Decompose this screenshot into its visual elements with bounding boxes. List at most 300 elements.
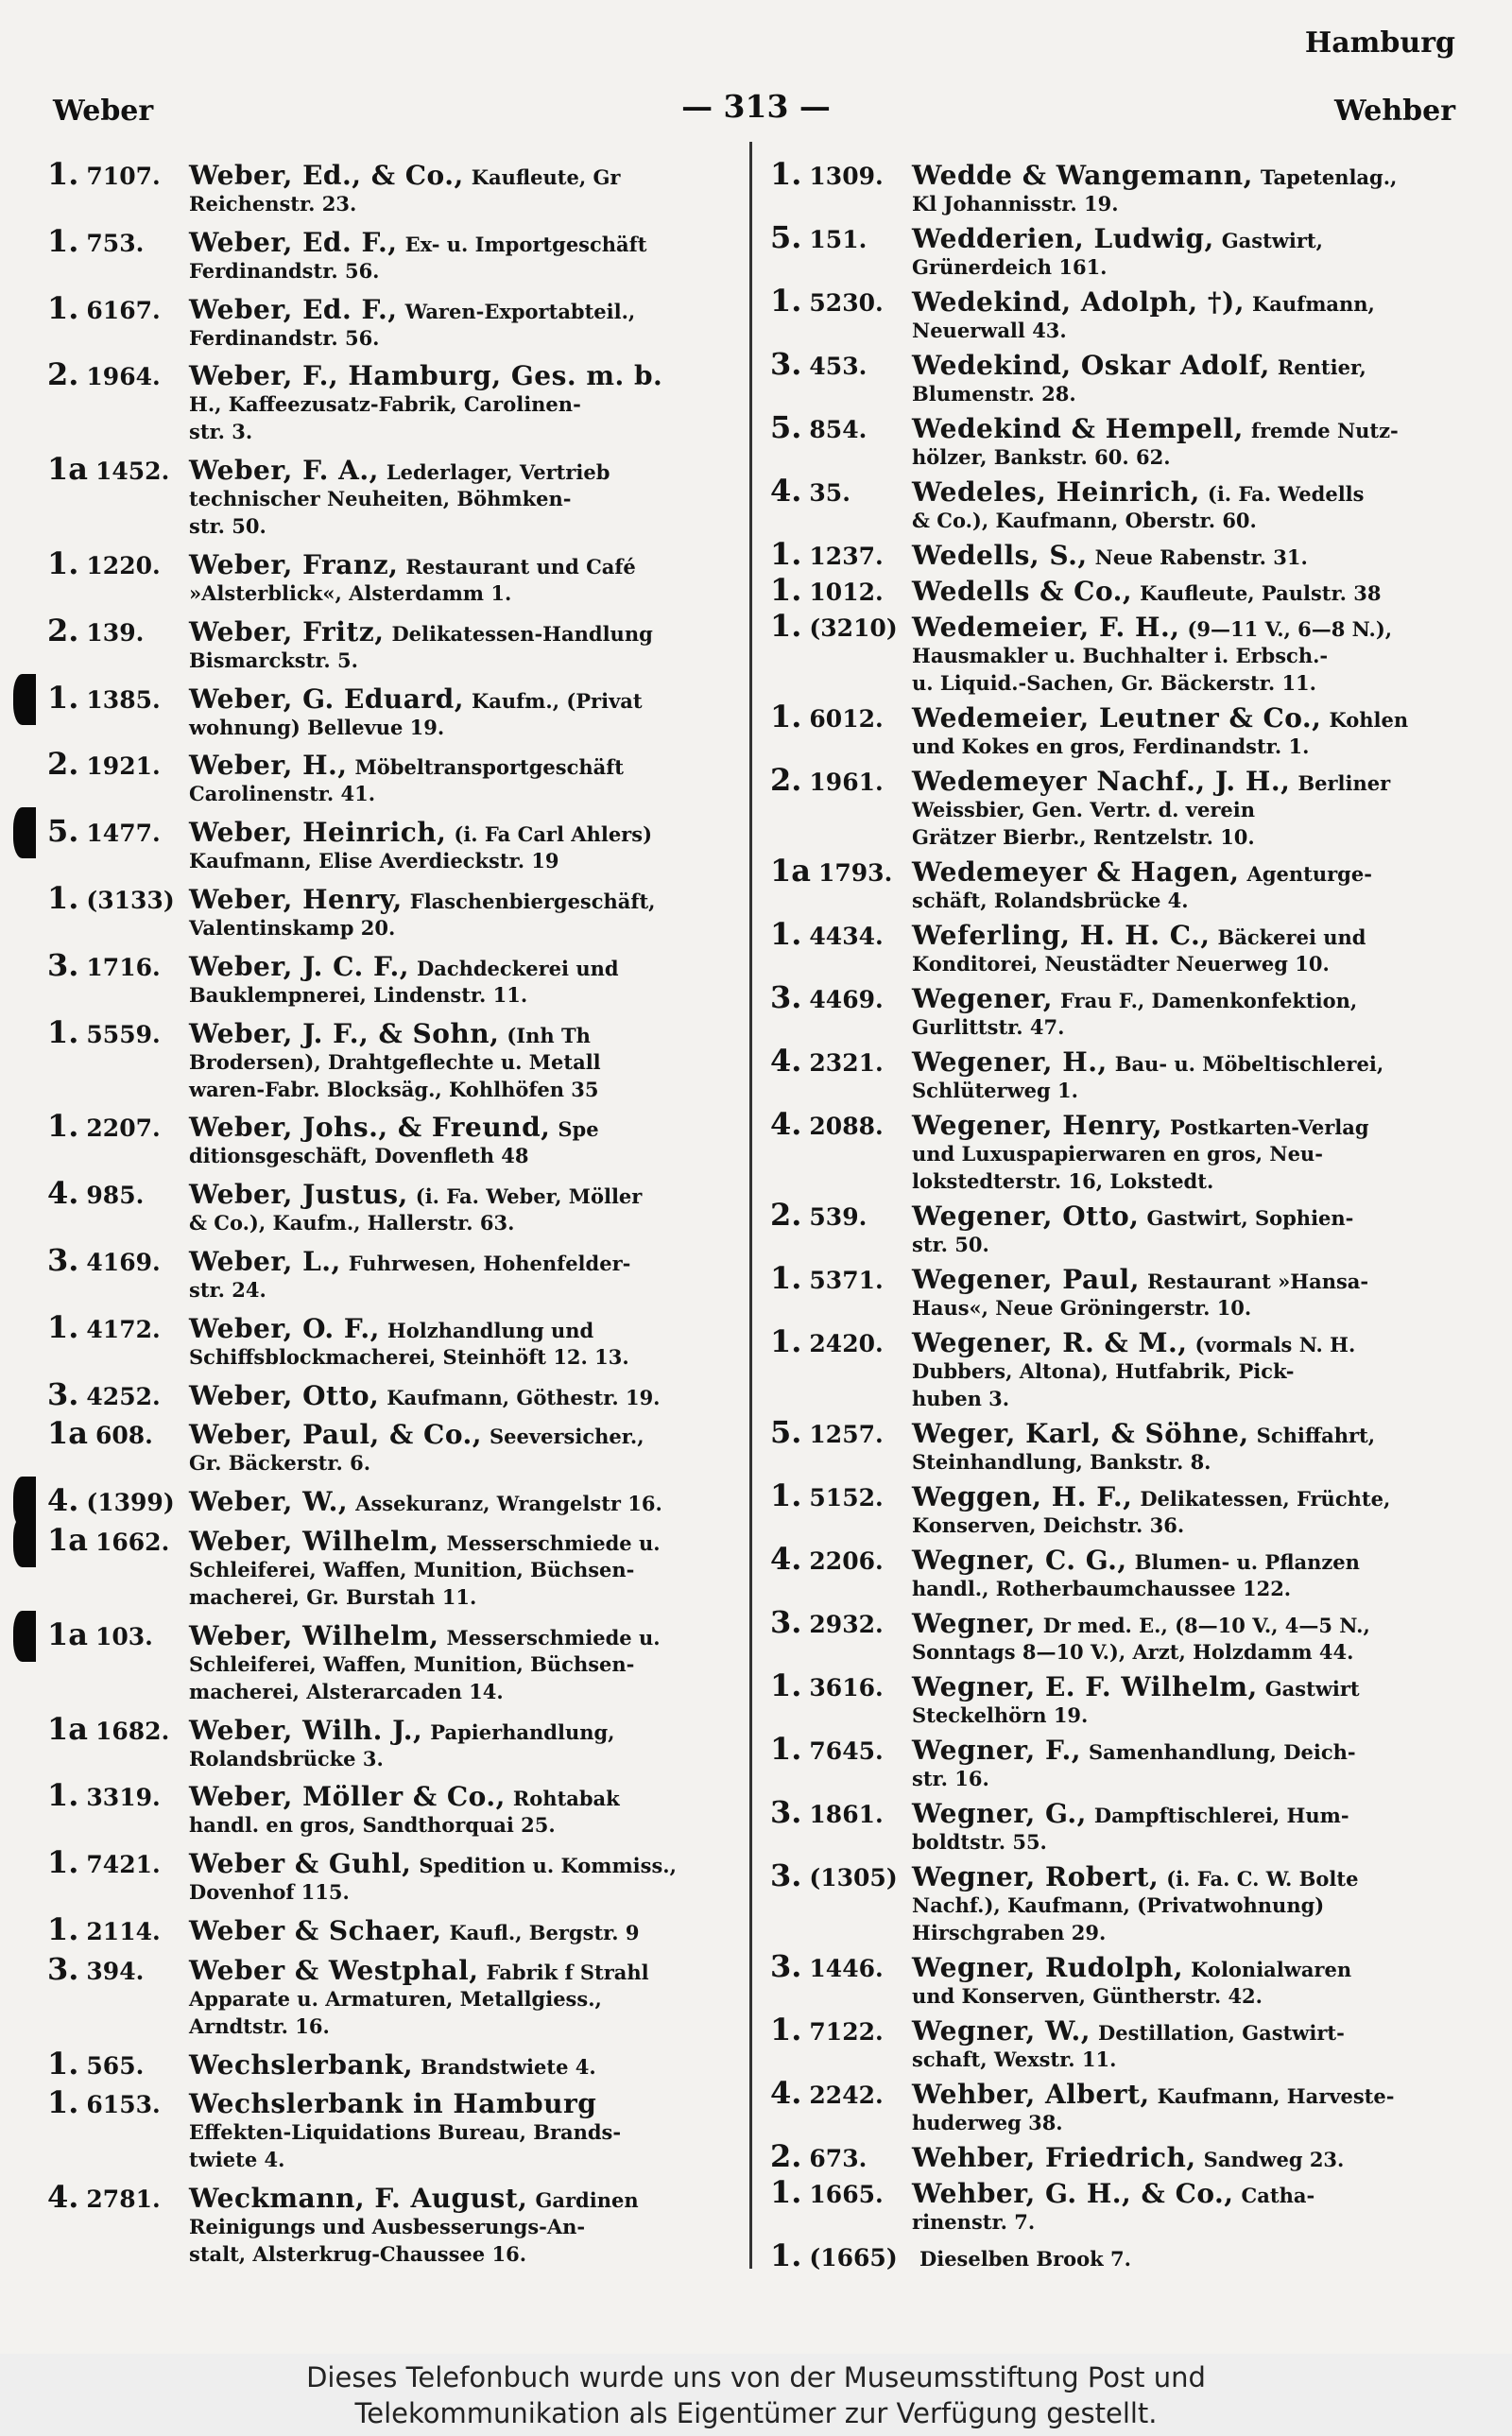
exchange-number xyxy=(770,1604,912,1640)
entry-continuation-line: stalt, Alsterkrug-Chaussee 16. xyxy=(189,2242,526,2267)
directory-entry xyxy=(47,223,730,285)
exchange-code: 1. xyxy=(47,1108,79,1145)
exchange-code: 3. xyxy=(770,1794,802,1830)
exchange-number xyxy=(770,346,912,382)
exchange-number xyxy=(770,916,912,952)
exchange-code: 4. xyxy=(770,1043,802,1079)
exchange-number xyxy=(47,2084,189,2120)
subscriber-name: Weber, O. F., xyxy=(189,1312,380,1344)
subscriber-description: Rohtabak xyxy=(512,1787,620,1811)
entry-continuation-line: Konditorei, Neustädter Neuerweg 10. xyxy=(912,952,1330,976)
directory-entry xyxy=(47,2179,730,2268)
subscriber-description: Gastwirt xyxy=(1264,1677,1360,1701)
subscriber-name: Wegner, Rudolph, xyxy=(912,1952,1184,1983)
subscriber-name: Weber & Westphal, xyxy=(189,1954,479,1986)
exchange-number xyxy=(770,2012,912,2047)
subscriber-description: Frau F., Damenkonfektion, xyxy=(1060,989,1358,1012)
directory-entry xyxy=(47,947,730,1009)
right-column xyxy=(770,156,1460,2273)
subscriber-name: Weber, J. F., & Sohn, xyxy=(189,1017,500,1049)
subscriber-description: Kaufleute, Paulstr. 38 xyxy=(1140,581,1382,605)
subscriber-description: Samenhandlung, Deich- xyxy=(1089,1740,1356,1764)
phone-number: 6012. xyxy=(809,705,884,733)
exchange-code: 5. xyxy=(770,219,802,255)
exchange-number xyxy=(770,219,912,255)
entry-continuation-line: Bismarckstr. 5. xyxy=(189,648,358,672)
exchange-number xyxy=(47,545,189,581)
subscriber-description: (i. Fa Carl Ahlers) xyxy=(454,822,653,847)
phone-number: 4434. xyxy=(809,923,884,950)
phone-number: 4169. xyxy=(86,1248,161,1276)
subscriber-description: (i. Fa. C. W. Bolte xyxy=(1166,1867,1359,1891)
phone-number: 5371. xyxy=(809,1267,884,1294)
directory-entry xyxy=(47,545,730,607)
subscriber-description: Kaufmann, Harveste- xyxy=(1157,2084,1395,2108)
exchange-number xyxy=(770,1948,912,1984)
directory-entry xyxy=(47,813,730,874)
subscriber-name: Wedde & Wangemann, xyxy=(912,160,1253,191)
entry-continuation-line: macherei, Alsterarcaden 14. xyxy=(189,1679,504,1703)
subscriber-name: Weggen, H. F., xyxy=(912,1481,1133,1512)
directory-entry xyxy=(47,1415,730,1477)
subscriber-name: Wegner, W., xyxy=(912,2015,1091,2047)
directory-entry xyxy=(47,1242,730,1304)
exchange-code: 1a xyxy=(47,1710,88,1747)
exchange-number xyxy=(47,1415,189,1451)
entry-continuation-line: lokstedterstr. 16, Lokstedt. xyxy=(912,1169,1214,1193)
phone-number: 2321. xyxy=(809,1049,884,1077)
entry-continuation-line: Hausmakler u. Buchhalter i. Erbsch.- xyxy=(912,644,1329,667)
phone-number: 3319. xyxy=(86,1784,161,1812)
directory-entry xyxy=(770,1541,1460,1602)
exchange-number xyxy=(770,283,912,319)
entry-continuation-line: boldtstr. 55. xyxy=(912,1830,1047,1854)
subscriber-description: Möbeltransportgeschäft xyxy=(354,755,624,780)
subscriber-name: Wedekind & Hempell, xyxy=(912,413,1244,444)
entry-continuation-line: Haus«, Neue Gröningerstr. 10. xyxy=(912,1296,1252,1320)
entry-continuation-line: Nachf.), Kaufmann, (Privatwohnung) xyxy=(912,1893,1325,1917)
subscriber-name: Weber, L., xyxy=(189,1245,341,1277)
exchange-number xyxy=(47,290,189,326)
directory-entry xyxy=(770,979,1460,1041)
column-divider xyxy=(749,142,752,2269)
directory-entry xyxy=(47,1482,730,1519)
phone-number: 1446. xyxy=(809,1955,884,1982)
phone-number: (1665) xyxy=(809,2244,898,2272)
phone-number: 6153. xyxy=(86,2091,161,2119)
subscriber-description: Papierhandlung, xyxy=(430,1719,615,1744)
directory-entry xyxy=(770,1043,1460,1104)
entry-continuation-line: & Co.), Kaufm., Hallerstr. 63. xyxy=(189,1211,515,1235)
directory-entry xyxy=(770,2012,1460,2073)
subscriber-name: Weber, Ed. F., xyxy=(189,293,398,325)
subscriber-name: Wegener, Paul, xyxy=(912,1264,1140,1295)
entry-continuation-line: handl. en gros, Sandthorquai 25. xyxy=(189,1813,556,1838)
subscriber-description: (i. Fa. Wedells xyxy=(1207,482,1365,506)
exchange-number xyxy=(770,1477,912,1513)
exchange-number xyxy=(47,1175,189,1211)
directory-entry xyxy=(770,1857,1460,1946)
exchange-number xyxy=(47,1108,189,1144)
exchange-number xyxy=(770,1541,912,1577)
phone-number: 4469. xyxy=(809,986,884,1013)
subscriber-description: Gastwirt, xyxy=(1221,229,1323,252)
directory-entry xyxy=(770,2174,1460,2236)
phone-number: 1309. xyxy=(809,163,884,190)
exchange-code: 1. xyxy=(47,2084,79,2121)
exchange-number xyxy=(47,746,189,782)
subscriber-description: (9—11 V., 6—8 N.), xyxy=(1187,617,1393,641)
subscriber-description: Blumen- u. Pflanzen xyxy=(1134,1550,1360,1574)
phone-number: 7421. xyxy=(86,1851,161,1879)
subscriber-name: Wedemeyer Nachf., J. H., xyxy=(912,766,1291,797)
phone-number: 753. xyxy=(86,229,145,257)
phone-number: 2420. xyxy=(809,1330,884,1357)
page-number: — 313 — xyxy=(681,88,831,125)
exchange-code: 1. xyxy=(47,544,79,581)
phone-number: 2206. xyxy=(809,1547,884,1575)
entry-continuation-line: Dovenhof 115. xyxy=(189,1880,350,1905)
directory-entry xyxy=(770,1106,1460,1195)
subscriber-description: Kolonialwaren xyxy=(1191,1958,1352,1981)
subscriber-description: Dieselben Brook 7. xyxy=(919,2247,1131,2271)
directory-entry xyxy=(770,346,1460,407)
directory-entry xyxy=(47,1911,730,1945)
exchange-code: 1. xyxy=(47,222,79,259)
subscriber-description: (vormals N. H. xyxy=(1194,1333,1356,1356)
directory-entry xyxy=(770,283,1460,344)
entry-continuation-line: Sonntags 8—10 V.), Arzt, Holzdamm 44. xyxy=(912,1640,1354,1664)
subscriber-name: Weber, G. Eduard, xyxy=(189,682,464,715)
exchange-code: 1. xyxy=(47,289,79,326)
entry-continuation-line: Kl Johannisstr. 19. xyxy=(912,192,1119,216)
entry-continuation-line: Apparate u. Armaturen, Metallgiess., xyxy=(189,1986,602,2011)
directory-entry xyxy=(770,1794,1460,1856)
phone-number: 1452. xyxy=(95,458,170,486)
ink-margin-mark xyxy=(13,1516,36,1567)
subscriber-description: Bäckerei und xyxy=(1217,925,1366,949)
directory-entry xyxy=(770,473,1460,534)
phone-number: 2088. xyxy=(809,1113,884,1140)
entry-continuation-line: Grünerdeich 161. xyxy=(912,255,1108,279)
ink-margin-mark xyxy=(13,807,36,858)
subscriber-name: Wegener, Otto, xyxy=(912,1201,1140,1232)
entry-continuation-line: schaft, Wexstr. 11. xyxy=(912,2047,1117,2071)
directory-entry xyxy=(770,1948,1460,2010)
phone-number: 2114. xyxy=(86,1917,161,1945)
phone-number: 1257. xyxy=(809,1421,884,1448)
phone-number: 673. xyxy=(809,2145,868,2172)
entry-continuation-line: Schlüterweg 1. xyxy=(912,1079,1078,1102)
subscriber-name: Weber, Franz, xyxy=(189,548,399,580)
exchange-code: 1a xyxy=(47,1415,88,1452)
exchange-number xyxy=(770,409,912,445)
exchange-code: 2. xyxy=(47,356,79,393)
exchange-number xyxy=(770,2138,912,2174)
exchange-number xyxy=(47,1309,189,1345)
exchange-number xyxy=(47,1014,189,1050)
directory-entry xyxy=(770,536,1460,570)
exchange-code: 4. xyxy=(770,1106,802,1142)
subscriber-name: Weber, Paul, & Co., xyxy=(189,1419,483,1451)
subscriber-description: Sandweg 23. xyxy=(1203,2148,1345,2171)
exchange-number xyxy=(770,1323,912,1359)
subscriber-name: Wegener, Henry, xyxy=(912,1110,1162,1141)
entry-continuation-line: Ferdinandstr. 56. xyxy=(189,258,380,283)
directory-entry xyxy=(47,613,730,674)
exchange-code: 3. xyxy=(770,346,802,382)
subscriber-description: Fuhrwesen, Hohenfelder- xyxy=(348,1251,631,1275)
subscriber-description: Postkarten-Verlag xyxy=(1169,1115,1369,1139)
subscriber-description: Delikatessen, Früchte, xyxy=(1140,1487,1391,1511)
entry-continuation-line: Arndtstr. 16. xyxy=(189,2013,330,2038)
exchange-number xyxy=(47,451,189,487)
subscriber-name: Wehber, G. H., & Co., xyxy=(912,2178,1234,2209)
entry-continuation-line: Neuerwall 43. xyxy=(912,319,1067,342)
entry-continuation-line: schäft, Rolandsbrücke 4. xyxy=(912,889,1189,912)
entry-continuation-line: Valentinskamp 20. xyxy=(189,915,396,940)
phone-number: 1385. xyxy=(86,685,161,714)
phone-number: 565. xyxy=(86,2051,145,2080)
exchange-code: 3. xyxy=(770,1857,802,1893)
exchange-code: 3. xyxy=(770,1604,802,1640)
exchange-number xyxy=(47,1376,189,1412)
subscriber-description: Gardinen xyxy=(535,2188,639,2213)
subscriber-name: Wegner, F., xyxy=(912,1735,1081,1766)
entry-continuation-line: und Konserven, Güntherstr. 42. xyxy=(912,1984,1263,2008)
subscriber-description: Berliner xyxy=(1297,771,1391,795)
subscriber-description: Ex- u. Importgeschäft xyxy=(404,232,647,256)
exchange-number xyxy=(770,1106,912,1142)
entry-continuation-line: huderweg 38. xyxy=(912,2111,1063,2134)
exchange-code: 3. xyxy=(770,979,802,1015)
directory-entry xyxy=(47,451,730,540)
directory-entry xyxy=(770,762,1460,851)
subscriber-name: Wedemeier, Leutner & Co., xyxy=(912,702,1322,734)
phone-number: 6167. xyxy=(86,296,161,324)
subscriber-name: Wedeles, Heinrich, xyxy=(912,476,1200,508)
subscriber-description: Flaschenbiergeschäft, xyxy=(409,889,656,913)
directory-entry xyxy=(47,1951,730,2040)
phone-number: 5230. xyxy=(809,289,884,317)
directory-entry xyxy=(47,1376,730,1410)
exchange-code: 1. xyxy=(47,2045,79,2082)
exchange-number xyxy=(47,1522,189,1558)
subscriber-description: Tapetenlag., xyxy=(1260,165,1398,189)
phone-number: 453. xyxy=(809,353,868,380)
directory-entry xyxy=(770,1260,1460,1322)
entry-continuation-line: Bauklempnerei, Lindenstr. 11. xyxy=(189,982,528,1007)
exchange-number xyxy=(47,1711,189,1747)
exchange-code: 2. xyxy=(770,2138,802,2174)
subscriber-name: Weber, Möller & Co., xyxy=(189,1781,506,1813)
exchange-code: 1. xyxy=(47,879,79,916)
subscriber-name: Wedells, S., xyxy=(912,540,1088,571)
subscriber-name: Weber, F. A., xyxy=(189,455,379,487)
subscriber-name: Wedekind, Adolph, †), xyxy=(912,286,1246,318)
directory-entry xyxy=(47,1175,730,1236)
exchange-number xyxy=(47,2179,189,2215)
subscriber-name: Wegener, R. & M., xyxy=(912,1327,1188,1358)
exchange-code: 1. xyxy=(770,608,802,644)
phone-number: 35. xyxy=(809,479,850,507)
subscriber-description: Schiffahrt, xyxy=(1256,1424,1376,1447)
directory-entry xyxy=(47,1711,730,1772)
subscriber-name: Weger, Karl, & Söhne, xyxy=(912,1418,1249,1449)
phone-number: 103. xyxy=(95,1622,153,1650)
exchange-code: 1. xyxy=(47,1308,79,1345)
subscriber-name: Weber, Wilhelm, xyxy=(189,1525,439,1557)
subscriber-name: Weber, Johs., & Freund, xyxy=(189,1112,551,1144)
subscriber-description: Kohlen xyxy=(1329,708,1409,732)
phone-number: 1861. xyxy=(809,1801,884,1828)
entry-continuation-line: Ferdinandstr. 56. xyxy=(189,325,380,350)
exchange-code: 1a xyxy=(47,1521,88,1558)
exchange-number xyxy=(47,680,189,716)
exchange-number xyxy=(47,156,189,192)
phone-number: 2781. xyxy=(86,2185,161,2214)
phone-number: 7645. xyxy=(809,1737,884,1765)
phone-number: 7107. xyxy=(86,163,161,190)
phone-number: 2932. xyxy=(809,1611,884,1638)
exchange-number xyxy=(47,2046,189,2082)
exchange-number xyxy=(47,880,189,916)
exchange-code: 1. xyxy=(770,2237,802,2273)
directory-entry xyxy=(770,2237,1460,2272)
directory-entry xyxy=(770,219,1460,281)
entry-continuation-line: str. 24. xyxy=(189,1277,266,1302)
exchange-code: 4. xyxy=(47,2179,79,2216)
subscriber-name: Wegner, Robert, xyxy=(912,1861,1160,1892)
directory-entry xyxy=(770,916,1460,977)
phone-number: 1964. xyxy=(86,363,161,391)
directory-entry xyxy=(47,290,730,352)
entry-continuation-line: Steckelhörn 19. xyxy=(912,1703,1089,1727)
exchange-code: 2. xyxy=(770,762,802,798)
directory-entry xyxy=(770,1197,1460,1258)
subscriber-description: Kaufl., Bergstr. 9 xyxy=(449,1920,640,1944)
subscriber-description: Messerschmiede u. xyxy=(446,1530,661,1555)
exchange-code: 1. xyxy=(770,1323,802,1359)
exchange-code: 1. xyxy=(47,679,79,716)
phone-number: 854. xyxy=(809,416,868,443)
directory-entry xyxy=(47,356,730,445)
phone-number: 2207. xyxy=(86,1114,161,1143)
exchange-code: 5. xyxy=(47,813,79,850)
exchange-code: 4. xyxy=(47,1482,79,1519)
entry-continuation-line: Schleiferei, Waffen, Munition, Büchsen- xyxy=(189,1651,635,1676)
phone-number: 3616. xyxy=(809,1674,884,1702)
right-keyword: Wehber xyxy=(1333,95,1455,128)
subscriber-name: Wehber, Albert, xyxy=(912,2079,1150,2110)
entry-continuation-line: Reinigungs und Ausbesserungs-An- xyxy=(189,2215,586,2239)
exchange-number xyxy=(47,1911,189,1947)
directory-entry xyxy=(47,1844,730,1906)
subscriber-name: Wedderien, Ludwig, xyxy=(912,223,1214,254)
subscriber-name: Wegner, E. F. Wilhelm, xyxy=(912,1671,1258,1702)
entry-continuation-line: u. Liquid.-Sachen, Gr. Bäckerstr. 11. xyxy=(912,671,1316,695)
exchange-number xyxy=(47,1951,189,1987)
subscriber-description: Delikatessen-Handlung xyxy=(391,621,653,646)
subscriber-description: Dampftischlerei, Hum- xyxy=(1093,1804,1349,1827)
exchange-number xyxy=(770,156,912,192)
directory-entry xyxy=(770,699,1460,760)
subscriber-name: Wegener, xyxy=(912,983,1054,1014)
exchange-code: 1. xyxy=(770,1477,802,1513)
directory-entry xyxy=(47,746,730,807)
subscriber-name: Weber, W., xyxy=(189,1486,349,1518)
subscriber-name: Weckmann, F. August, xyxy=(189,2183,528,2215)
subscriber-name: Weber, F., Hamburg, Ges. m. b. xyxy=(189,360,663,392)
phone-number: 5152. xyxy=(809,1484,884,1512)
exchange-number xyxy=(47,947,189,983)
subscriber-name: Weber & Guhl, xyxy=(189,1848,412,1880)
entry-continuation-line: Dubbers, Altona), Hutfabrik, Pick- xyxy=(912,1359,1295,1383)
exchange-code: 1. xyxy=(770,536,802,572)
exchange-number xyxy=(770,1414,912,1450)
exchange-number xyxy=(47,1482,189,1518)
subscriber-name: Wechslerbank in Hamburg xyxy=(189,2088,597,2120)
exchange-code: 5. xyxy=(770,409,802,445)
directory-entry xyxy=(47,1309,730,1371)
subscriber-name: Wegner, C. G., xyxy=(912,1545,1127,1576)
city-header: Hamburg xyxy=(1304,26,1455,60)
left-column xyxy=(47,156,730,2273)
subscriber-description: Fabrik f Strahl xyxy=(486,1960,649,1984)
exchange-code: 1. xyxy=(770,156,802,192)
subscriber-name: Wedemeyer & Hagen, xyxy=(912,856,1240,888)
exchange-code: 4. xyxy=(770,473,802,509)
exchange-number xyxy=(770,1794,912,1830)
subscriber-description: Kaufm., (Privat xyxy=(472,688,643,713)
exchange-number xyxy=(47,1844,189,1880)
subscriber-name: Wegener, H., xyxy=(912,1046,1108,1078)
directory-entry xyxy=(47,1777,730,1839)
subscriber-description: Assekuranz, Wrangelstr 16. xyxy=(355,1492,662,1516)
entry-continuation-line: Carolinenstr. 41. xyxy=(189,782,376,806)
directory-entry xyxy=(770,608,1460,697)
subscriber-description: (Inh Th xyxy=(507,1023,591,1047)
entry-continuation-line: hölzer, Bankstr. 60. 62. xyxy=(912,445,1171,469)
footer-line-2: Telekommunikation als Eigentümer zur Verfügung gestellt. xyxy=(354,2397,1158,2429)
subscriber-name: Weber, H., xyxy=(189,750,348,782)
entry-continuation-line: str. 3. xyxy=(189,420,253,444)
subscriber-description: Holzhandlung und xyxy=(387,1318,594,1342)
phone-number: (3133) xyxy=(86,886,175,914)
phone-number: 1477. xyxy=(86,820,161,848)
entry-continuation-line: Steinhandlung, Bankstr. 8. xyxy=(912,1450,1211,1474)
directory-entry xyxy=(47,680,730,741)
directory-entry xyxy=(770,1414,1460,1476)
phone-number: 139. xyxy=(86,618,145,647)
exchange-code: 1. xyxy=(770,916,802,952)
exchange-code: 1a xyxy=(47,451,88,488)
subscriber-description: Brandstwiete 4. xyxy=(421,2054,596,2079)
footer-notice xyxy=(0,2354,1512,2436)
entry-continuation-line: Schiffsblockmacherei, Steinhöft 12. 13. xyxy=(189,1344,629,1369)
exchange-code: 1. xyxy=(47,1013,79,1050)
subscriber-description: Seeversicher., xyxy=(490,1425,644,1449)
directory-entry xyxy=(47,2046,730,2080)
exchange-number xyxy=(47,1777,189,1813)
entry-continuation-line: macherei, Gr. Burstah 11. xyxy=(189,1584,477,1609)
exchange-number xyxy=(770,2075,912,2111)
phone-number: 1237. xyxy=(809,543,884,570)
exchange-number xyxy=(770,2174,912,2210)
subscriber-description: Rentier, xyxy=(1277,355,1366,379)
entry-continuation-line: huben 3. xyxy=(912,1387,1010,1410)
exchange-number xyxy=(770,608,912,644)
